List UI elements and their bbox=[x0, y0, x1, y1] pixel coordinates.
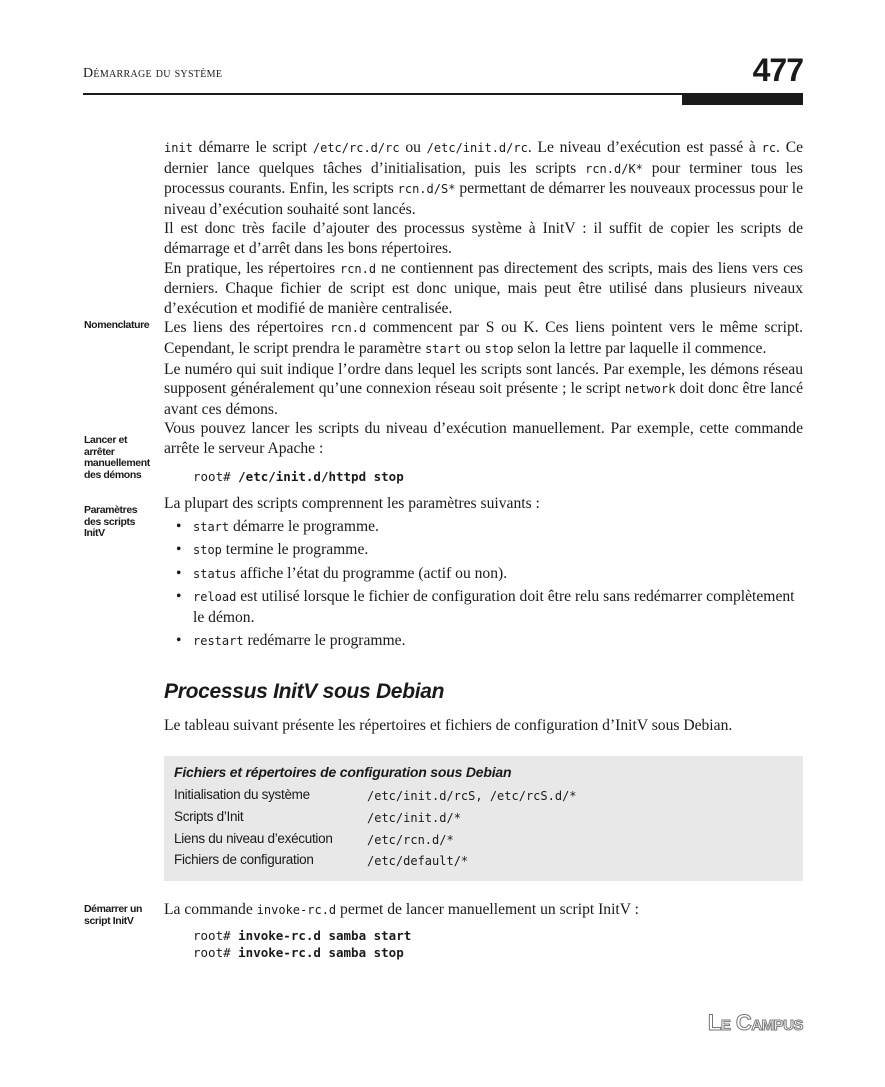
table-row bbox=[174, 852, 794, 872]
section bbox=[164, 680, 803, 736]
page-number: 477 bbox=[752, 52, 803, 88]
table-cell-value: /etc/default/* bbox=[367, 854, 469, 868]
list-item: • start démarre le programme. bbox=[164, 517, 803, 538]
table-cell-value: /etc/rcn.d/* bbox=[367, 833, 454, 847]
table-cell-label: Fichiers de configuration bbox=[174, 852, 314, 867]
parameter-list bbox=[164, 517, 803, 652]
closing-section bbox=[164, 900, 803, 961]
list-item: • stop termine le programme. bbox=[164, 540, 803, 561]
margin-note-nomenclature: Nomenclature bbox=[84, 319, 150, 331]
paragraph: La plupart des scripts comprennent les paramètres suivants : bbox=[164, 495, 540, 513]
section-title: Processus InitV sous Debian bbox=[164, 680, 445, 703]
paragraph: Le tableau suivant présente les répertoires et fichiers de configuration d’InitV sous Debian. bbox=[164, 717, 733, 734]
paragraph: init démarre le script /etc/rc.d/rc ou /etc/init.d/rc. Le niveau d’exécution est passé à rc. Ce dernier lance quelques tâches d’initialisation, puis les scripts rcn.d/K* pour terminer tous les processus courants. Enfin, les scripts rcn.d/S* permettant de démarrer les nouveaux processus pour le niveau d’exécution souhaité sont lancés. bbox=[164, 139, 804, 218]
margin-note-demarrer: Démarrer un script InitV bbox=[84, 903, 143, 927]
list-item: • status affiche l’état du programme (actif ou non). bbox=[164, 564, 803, 585]
table-row bbox=[174, 809, 794, 829]
table-row bbox=[174, 831, 794, 851]
paragraph: En pratique, les répertoires rcn.d ne contiennent pas directement des scripts, mais des liens vers ces derniers. Chaque fichier de script est donc unique, mais peut être utilisé dans plusieurs niveaux d’exécution et modifié de manière centralisée. bbox=[164, 259, 803, 317]
list-item: • reload est utilisé lorsque le fichier de configuration doit être relu sans redémarrer complètement le démon. bbox=[164, 587, 803, 627]
table-row bbox=[174, 787, 794, 807]
table-cell-label: Initialisation du système bbox=[174, 787, 310, 802]
list-item: • restart redémarre le programme. bbox=[164, 631, 803, 652]
paragraph: Vous pouvez lancer les scripts du niveau d’exécution manuellement. Par exemple, cette commande arrête le serveur Apache : bbox=[164, 420, 803, 457]
body-text bbox=[164, 138, 803, 651]
publisher-logo: Le Campus bbox=[707, 1010, 803, 1035]
paragraph: Les liens des répertoires rcn.d commencent par S ou K. Ces liens pointent vers le même script. Cependant, le script prendra le paramètre start ou stop selon la lettre par laquelle il commence. bbox=[164, 319, 803, 357]
paragraph: Le numéro qui suit indique l’ordre dans lequel les scripts sont lancés. Par exemple, les démons réseau supposent généralement qu’une connexion réseau soit présente ; le script network doit donc être lancé avant ces démons. bbox=[164, 360, 803, 418]
table-cell-value: /etc/init.d/rcS, /etc/rcS.d/* bbox=[367, 789, 577, 803]
table-cell-value: /etc/init.d/* bbox=[367, 811, 461, 825]
config-table bbox=[164, 756, 803, 881]
code-block: root# /etc/init.d/httpd stop bbox=[193, 468, 404, 484]
table-cell-label: Scripts d’Init bbox=[174, 809, 244, 824]
margin-note-parametres: Paramètres des scripts InitV bbox=[84, 504, 138, 539]
table-cell-label: Liens du niveau d’exécution bbox=[174, 831, 333, 846]
paragraph: Il est donc très facile d’ajouter des processus système à InitV : il suffit de copier les scripts de démarrage et d’arrêt dans les bons répertoires. bbox=[164, 220, 803, 257]
paragraph: La commande invoke-rc.d permet de lancer manuellement un script InitV : bbox=[164, 901, 639, 918]
table-title: Fichiers et répertoires de configuration sous Debian bbox=[174, 764, 512, 780]
margin-note-lancer: Lancer et arrêter manuellement des démons bbox=[84, 434, 150, 481]
header-bar bbox=[682, 95, 803, 105]
code-block: root# invoke-rc.d samba start root# invoke-rc.d samba stop bbox=[193, 927, 412, 960]
running-head: Démarrage du système bbox=[83, 66, 223, 81]
